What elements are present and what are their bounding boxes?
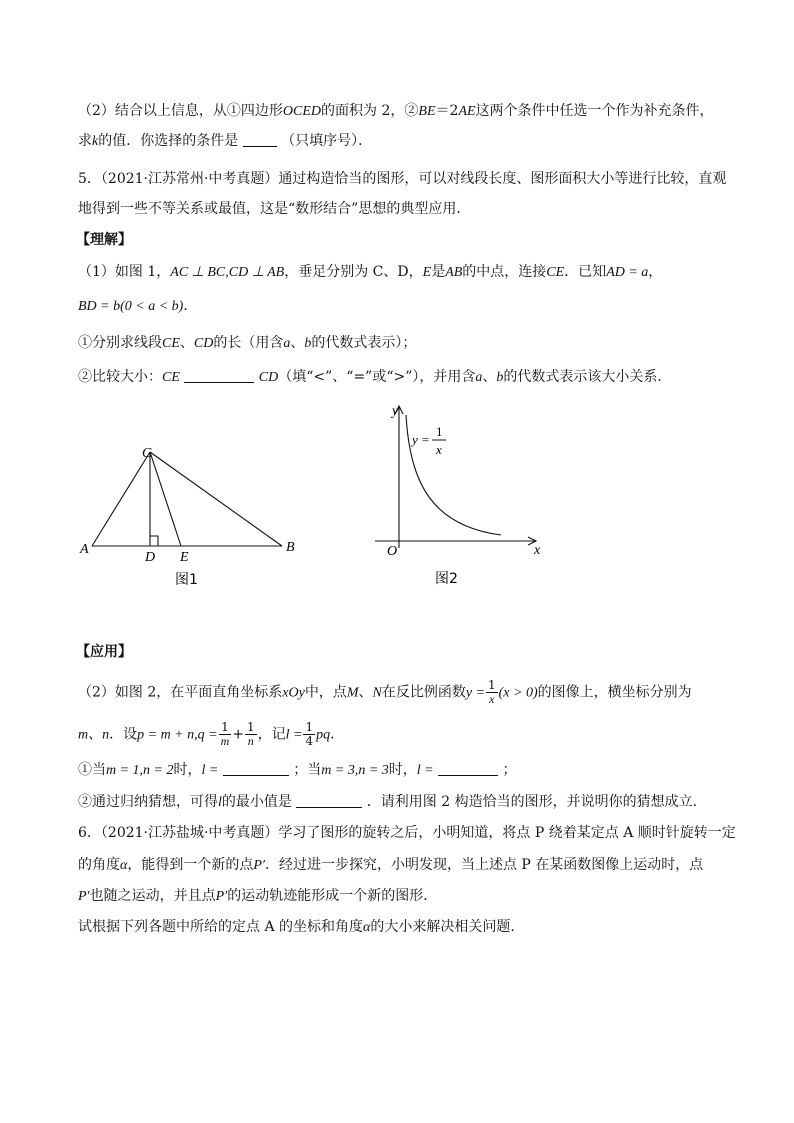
label-c: C <box>142 446 152 461</box>
origin-label: O <box>387 544 398 559</box>
label-e: E <box>180 550 189 565</box>
q5-part2-task2: ②通过归纳猜想，可得l的最小值是 ．请利用图 2 构造恰当的图形，并说明你的猜想成立． <box>78 794 707 810</box>
answer-blank-l2[interactable] <box>438 761 498 776</box>
q6-stem-line3: P′也随之运动，并且点P′的运动轨迹能形成一个新的图形． <box>78 888 438 904</box>
figure-1-triangle <box>70 430 310 600</box>
q6-stem-line4: 试根据下列各题中所给的定点 A 的坐标和角度α的大小来解决相关问题． <box>78 919 525 935</box>
answer-blank-choice[interactable] <box>243 132 277 147</box>
label-a: A <box>80 542 89 557</box>
segment-ac <box>92 452 150 546</box>
q5-part1-task2: ②比较大小：CE CD（填“<”、“=”或“>”），并用含a、b的代数式表示该大小关系． <box>78 369 672 385</box>
q5-part2-task1: ①当m = 1,n = 2时，l = ；当m = 3,n = 3时，l = ； <box>78 762 517 778</box>
label-d: D <box>145 550 156 565</box>
x-axis-label: x <box>534 543 541 558</box>
prev-q-part2-line1: （2）结合以上信息，从①四边形OCED的面积为 2，②BE＝2AE这两个条件中任选一个作为补充条件， <box>78 103 714 119</box>
q6-stem-line2: 的角度α，能得到一个新的点P′．经过进一步探究，小明发现，当上述点 P 在某函数图像上运动时，点 <box>78 857 704 873</box>
q5-part1-line2: BD = b(0 < a < b)． <box>78 298 198 314</box>
figure-2-hyperbola <box>370 398 555 598</box>
fn-label-den: x <box>436 442 442 457</box>
answer-blank-min[interactable] <box>296 793 362 808</box>
segment-ce <box>150 452 181 546</box>
figure-1-caption: 图1 <box>175 572 198 588</box>
answer-blank-l1[interactable] <box>223 761 289 776</box>
prev-q-part2-line2: 求k的值．你选择的条件是 （只填序号）． <box>78 133 373 149</box>
q5-stem-line1: 5．（2021·江苏常州·中考真题）通过构造恰当的图形，可以对线段长度、图形面积大小等进行比较，直观 <box>78 171 727 187</box>
right-angle-mark <box>150 536 158 546</box>
q5-part1-line1: （1）如图 1，AC ⊥ BC,CD ⊥ AB，垂足分别为 C、D，E是AB的中点，连接CE．已知AD = a， <box>78 264 663 280</box>
q5-stem-line2: 地得到一些不等关系或最值，这是“数形结合”思想的典型应用． <box>78 201 471 217</box>
q5-part1-task1: ①分别求线段CE、CD的长（用含a、b的代数式表示）； <box>78 335 417 351</box>
q6-stem-line1: 6．（2021·江苏盐城·中考真题）学习了图形的旋转之后，小明知道，将点 P 绕着某定点 A 顺时针旋转一定 <box>78 825 736 841</box>
section-understanding: 【理解】 <box>76 232 132 248</box>
fn-label-left: y = <box>412 432 430 447</box>
q5-part2-line2: m、n．设p = m + n,q = $\frac{1}{m}$ + $\frac{1}{n}$ ，记l = $\frac{1}{4}$ pq． <box>78 720 345 748</box>
label-b: B <box>286 540 295 555</box>
y-axis-label: y <box>392 404 399 419</box>
figure-2-caption: 图2 <box>435 571 458 587</box>
fn-label-num: 1 <box>436 424 443 439</box>
segment-bc <box>150 452 282 546</box>
answer-blank-compare[interactable] <box>184 368 254 383</box>
section-application: 【应用】 <box>76 644 132 660</box>
q5-part2-line1: （2）如图 2，在平面直角坐标系xOy中，点M、N在反比例函数y = $\frac{1}{x}$ (x > 0)的图像上，横坐标分别为 <box>78 678 692 706</box>
